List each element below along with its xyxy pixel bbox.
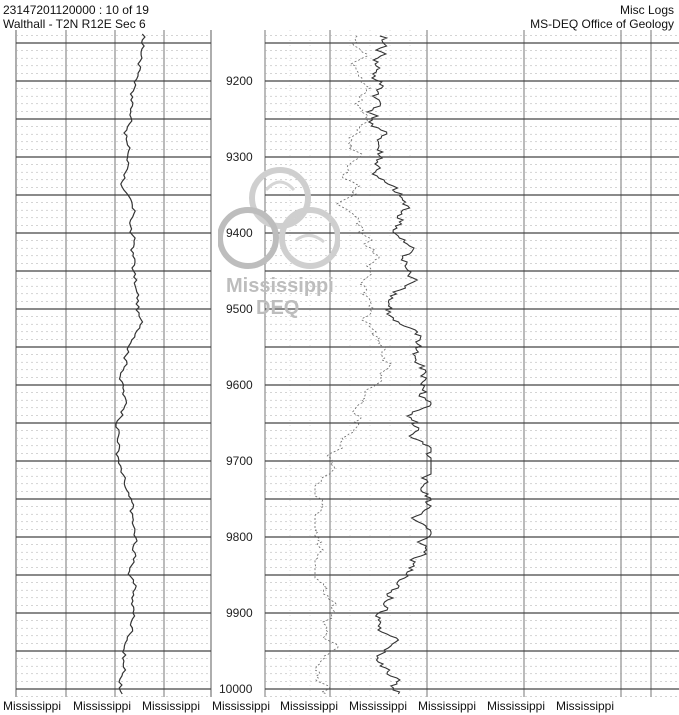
depth-label: 9500: [226, 302, 253, 316]
depth-label: 9300: [226, 150, 253, 164]
watermark-text-line1: Mississippi: [226, 275, 334, 297]
watermark-text-line2: DEQ: [256, 297, 300, 319]
left-log-curve: [116, 34, 145, 694]
footer-label: Mississippi: [418, 699, 477, 713]
log-type-label: Misc Logs: [619, 3, 674, 17]
footer-label: Mississippi: [487, 699, 546, 713]
left-track-grid: [16, 30, 211, 697]
right-track-grid: [265, 30, 679, 697]
depth-label: 9800: [226, 530, 253, 544]
right-log-curve-a: [367, 36, 431, 694]
footer-strip: [0, 699, 679, 715]
footer-label: Mississippi: [212, 699, 271, 713]
footer-label: Mississippi: [73, 699, 132, 713]
depth-label: 9200: [226, 74, 253, 88]
depth-label: 9900: [226, 606, 253, 620]
footer-label: Mississippi: [280, 699, 339, 713]
footer-label: Mississippi: [142, 699, 201, 713]
footer-label: Mississippi: [3, 699, 62, 713]
well-id-label: 23147201120000 : 10 of 19: [3, 3, 149, 17]
footer-label: Mississippi: [349, 699, 408, 713]
depth-label: 9700: [226, 454, 253, 468]
depth-label: 9600: [226, 378, 253, 392]
agency-label: MS-DEQ Office of Geology: [530, 17, 674, 31]
right-log-curve-b: [315, 36, 392, 694]
depth-label: 9400: [226, 226, 253, 240]
well-location-label: Walthall - T2N R12E Sec 6: [3, 17, 146, 31]
depth-label: 10000: [219, 682, 253, 696]
footer-label: Mississippi: [556, 699, 615, 713]
